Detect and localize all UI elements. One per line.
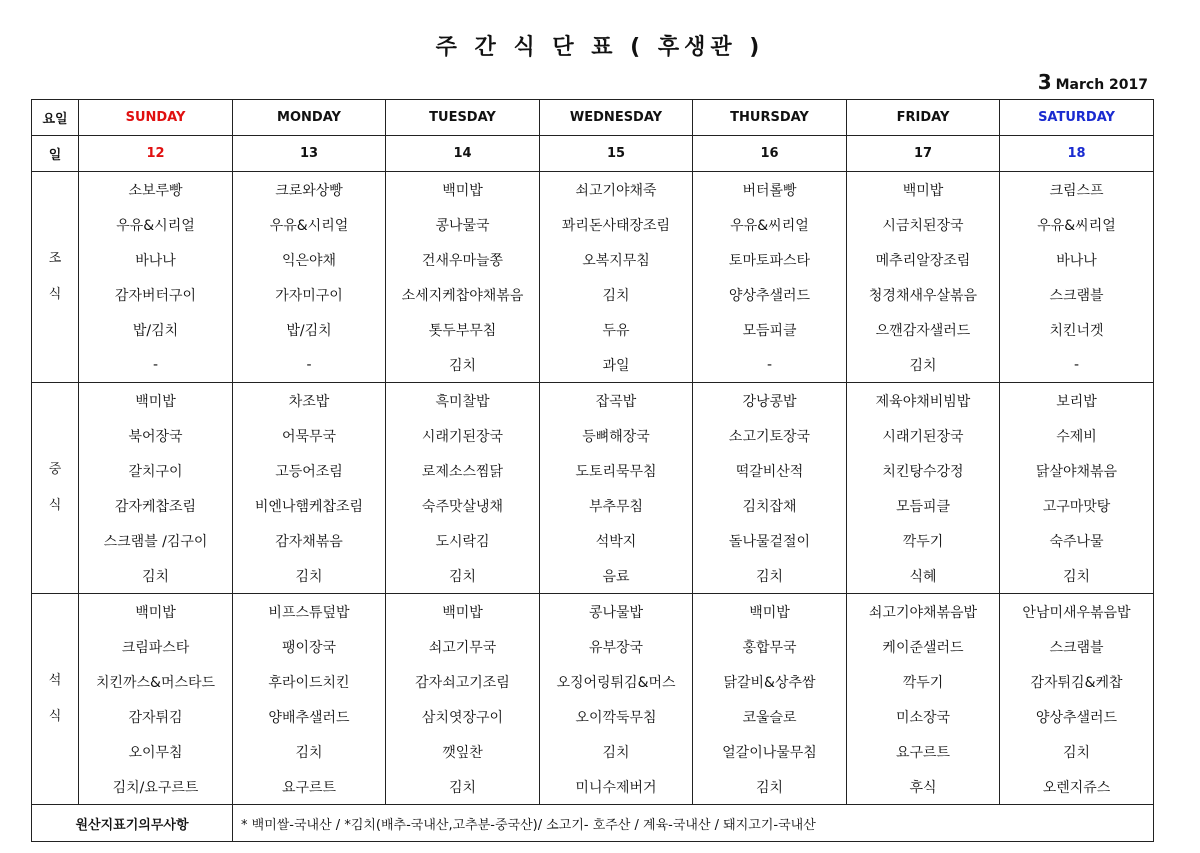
menu-item: 스크램블 bbox=[1000, 277, 1154, 312]
menu-item: 도시락김 bbox=[386, 523, 540, 558]
menu-item: 소보루빵 bbox=[79, 172, 233, 208]
menu-item: 닭살야채볶음 bbox=[1000, 453, 1154, 488]
menu-row bbox=[32, 347, 1154, 383]
menu-item: 백미밥 bbox=[693, 594, 847, 630]
date-row bbox=[32, 136, 1154, 172]
menu-item: 감자채볶음 bbox=[233, 523, 386, 558]
menu-item: 미니수제버거 bbox=[540, 769, 693, 805]
day-name-wednesday: WEDNESDAY bbox=[540, 100, 693, 136]
menu-item: 식혜 bbox=[847, 558, 1000, 594]
menu-item: 꽈리돈사태장조림 bbox=[540, 207, 693, 242]
menu-item: 백미밥 bbox=[386, 172, 540, 208]
meal-name-line2: 식 bbox=[48, 287, 62, 302]
menu-item: 코울슬로 bbox=[693, 699, 847, 734]
menu-item: 차조밥 bbox=[233, 383, 386, 419]
menu-item: 시래기된장국 bbox=[847, 418, 1000, 453]
menu-item: 어묵무국 bbox=[233, 418, 386, 453]
weekly-menu-table bbox=[31, 99, 1154, 842]
menu-item: 오복지무침 bbox=[540, 242, 693, 277]
menu-item: 과일 bbox=[540, 347, 693, 383]
menu-item: 미소장국 bbox=[847, 699, 1000, 734]
menu-item: 건새우마늘쫑 bbox=[386, 242, 540, 277]
menu-item: 고구마맛탕 bbox=[1000, 488, 1154, 523]
menu-item: 후식 bbox=[847, 769, 1000, 805]
menu-item: 톳두부무침 bbox=[386, 312, 540, 347]
menu-item: 닭갈비&상추쌈 bbox=[693, 664, 847, 699]
menu-item: 흑미찰밥 bbox=[386, 383, 540, 419]
menu-item: 스크램블 bbox=[1000, 629, 1154, 664]
menu-item: 양상추샐러드 bbox=[1000, 699, 1154, 734]
menu-item: 감자튀김 bbox=[79, 699, 233, 734]
meal-section bbox=[32, 594, 1154, 805]
date-label: 일 bbox=[32, 136, 79, 172]
menu-item: 감자버터구이 bbox=[79, 277, 233, 312]
menu-item: 김치 bbox=[1000, 734, 1154, 769]
menu-row bbox=[32, 242, 1154, 277]
menu-item: 메추리알장조림 bbox=[847, 242, 1000, 277]
meal-name bbox=[32, 172, 79, 383]
menu-item: 김치 bbox=[1000, 558, 1154, 594]
page-title: 주 간 식 단 표 ( 후생관 ) bbox=[435, 35, 765, 60]
menu-item: 음료 bbox=[540, 558, 693, 594]
menu-row bbox=[32, 769, 1154, 805]
menu-row bbox=[32, 383, 1154, 419]
date-thursday: 16 bbox=[693, 136, 847, 172]
menu-item: 우유&씨리얼 bbox=[1000, 207, 1154, 242]
menu-item: 얼갈이나물무침 bbox=[693, 734, 847, 769]
meal-section bbox=[32, 172, 1154, 383]
menu-item: 밥/김치 bbox=[79, 312, 233, 347]
menu-item: 익은야채 bbox=[233, 242, 386, 277]
meal-name-line1: 석 bbox=[48, 673, 62, 688]
menu-item: 돌나물겉절이 bbox=[693, 523, 847, 558]
menu-item: 석박지 bbox=[540, 523, 693, 558]
menu-item: 갈치구이 bbox=[79, 453, 233, 488]
menu-item: 김치 bbox=[386, 558, 540, 594]
day-name-sunday: SUNDAY bbox=[79, 100, 233, 136]
menu-item: 삼치엿장구이 bbox=[386, 699, 540, 734]
menu-item: 시래기된장국 bbox=[386, 418, 540, 453]
menu-item: 치킨너겟 bbox=[1000, 312, 1154, 347]
date-wednesday: 15 bbox=[540, 136, 693, 172]
menu-item: 잡곡밥 bbox=[540, 383, 693, 419]
menu-item: 수제비 bbox=[1000, 418, 1154, 453]
menu-row bbox=[32, 488, 1154, 523]
menu-item: 소세지케찹야채볶음 bbox=[386, 277, 540, 312]
menu-item: 오징어링튀김&머스 bbox=[540, 664, 693, 699]
menu-item: 요구르트 bbox=[233, 769, 386, 805]
menu-row bbox=[32, 558, 1154, 594]
menu-row bbox=[32, 172, 1154, 208]
menu-item: 유부장국 bbox=[540, 629, 693, 664]
menu-item: 오이무침 bbox=[79, 734, 233, 769]
menu-row bbox=[32, 207, 1154, 242]
origin-notice-row bbox=[32, 805, 1154, 842]
meal-name-line1: 중 bbox=[48, 462, 62, 477]
menu-item: 치킨탕수강정 bbox=[847, 453, 1000, 488]
menu-item: 강낭콩밥 bbox=[693, 383, 847, 419]
menu-item: 김치 bbox=[233, 558, 386, 594]
menu-item: 감자케찹조림 bbox=[79, 488, 233, 523]
meal-section bbox=[32, 383, 1154, 594]
menu-item: 크림파스타 bbox=[79, 629, 233, 664]
menu-item: 비엔나햄케찹조림 bbox=[233, 488, 386, 523]
menu-item: 오이깍둑무침 bbox=[540, 699, 693, 734]
menu-item: 케이준샐러드 bbox=[847, 629, 1000, 664]
menu-item: 백미밥 bbox=[79, 383, 233, 419]
date-month-year: March 2017 bbox=[1055, 77, 1148, 93]
menu-row bbox=[32, 664, 1154, 699]
menu-item: 보리밥 bbox=[1000, 383, 1154, 419]
menu-item: 바나나 bbox=[79, 242, 233, 277]
menu-item: 등뼈해장국 bbox=[540, 418, 693, 453]
menu-item: 요구르트 bbox=[847, 734, 1000, 769]
menu-item: 로제소스찜닭 bbox=[386, 453, 540, 488]
meal-name-line1: 조 bbox=[48, 251, 62, 266]
menu-item: 김치 bbox=[540, 734, 693, 769]
menu-item: 콩나물밥 bbox=[540, 594, 693, 630]
meal-name bbox=[32, 594, 79, 805]
menu-item: 토마토파스타 bbox=[693, 242, 847, 277]
menu-item: 쇠고기야채죽 bbox=[540, 172, 693, 208]
meal-name-line2: 식 bbox=[48, 498, 62, 513]
date-day: 3 bbox=[1037, 70, 1052, 94]
menu-item: 떡갈비산적 bbox=[693, 453, 847, 488]
menu-item: 쇠고기야채볶음밥 bbox=[847, 594, 1000, 630]
menu-item: 김치 bbox=[386, 347, 540, 383]
menu-item: 제육야채비빔밥 bbox=[847, 383, 1000, 419]
menu-item: 크로와상빵 bbox=[233, 172, 386, 208]
menu-row bbox=[32, 312, 1154, 347]
menu-item: 감자쇠고기조림 bbox=[386, 664, 540, 699]
menu-item: 김치 bbox=[540, 277, 693, 312]
day-name-friday: FRIDAY bbox=[847, 100, 1000, 136]
origin-notice bbox=[32, 805, 1154, 842]
menu-row bbox=[32, 734, 1154, 769]
day-name-saturday: SATURDAY bbox=[1000, 100, 1154, 136]
menu-row bbox=[32, 453, 1154, 488]
menu-item: 모듬피클 bbox=[693, 312, 847, 347]
menu-item: 모듬피클 bbox=[847, 488, 1000, 523]
day-of-week-row bbox=[32, 100, 1154, 136]
date-sunday: 12 bbox=[79, 136, 233, 172]
menu-row bbox=[32, 277, 1154, 312]
menu-item: 청경채새우살볶음 bbox=[847, 277, 1000, 312]
menu-item: 김치잡채 bbox=[693, 488, 847, 523]
table-header bbox=[32, 100, 1154, 172]
menu-item: 쇠고기무국 bbox=[386, 629, 540, 664]
menu-item: 밥/김치 bbox=[233, 312, 386, 347]
menu-row bbox=[32, 523, 1154, 558]
menu-item: 콩나물국 bbox=[386, 207, 540, 242]
menu-item: 우유&시리얼 bbox=[233, 207, 386, 242]
menu-item: 크림스프 bbox=[1000, 172, 1154, 208]
menu-item: 오렌지쥬스 bbox=[1000, 769, 1154, 805]
menu-item: 북어장국 bbox=[79, 418, 233, 453]
day-name-monday: MONDAY bbox=[233, 100, 386, 136]
menu-item: 스크램블 /김구이 bbox=[79, 523, 233, 558]
origin-notice-text: * 백미쌀-국내산 / *김치(배추-국내산,고추분-중국산)/ 소고기- 호주산 / 계육-국내산 / 돼지고기-국내산 bbox=[233, 805, 1154, 842]
menu-row bbox=[32, 699, 1154, 734]
menu-row bbox=[32, 418, 1154, 453]
menu-item: 백미밥 bbox=[847, 172, 1000, 208]
menu-item: 두유 bbox=[540, 312, 693, 347]
menu-item: 버터롤빵 bbox=[693, 172, 847, 208]
menu-item: 가자미구이 bbox=[233, 277, 386, 312]
menu-item: 김치 bbox=[386, 769, 540, 805]
menu-item: 도토리묵무침 bbox=[540, 453, 693, 488]
menu-item: 깍두기 bbox=[847, 664, 1000, 699]
menu-item: 홍합무국 bbox=[693, 629, 847, 664]
origin-notice-label: 원산지표기의무사항 bbox=[32, 805, 233, 842]
menu-item: - bbox=[1000, 347, 1154, 383]
menu-item: 감자튀김&케찹 bbox=[1000, 664, 1154, 699]
menu-item: 깍두기 bbox=[847, 523, 1000, 558]
day-name-thursday: THURSDAY bbox=[693, 100, 847, 136]
menu-item: 양배추샐러드 bbox=[233, 699, 386, 734]
menu-item: 숙주맛살냉채 bbox=[386, 488, 540, 523]
menu-item: 안남미새우볶음밥 bbox=[1000, 594, 1154, 630]
menu-item: 김치 bbox=[693, 769, 847, 805]
date-monday: 13 bbox=[233, 136, 386, 172]
menu-item: 부추무침 bbox=[540, 488, 693, 523]
menu-item: 깻잎찬 bbox=[386, 734, 540, 769]
meal-name-line2: 식 bbox=[48, 709, 62, 724]
menu-item: 김치 bbox=[233, 734, 386, 769]
menu-item: 우유&시리얼 bbox=[79, 207, 233, 242]
date-friday: 17 bbox=[847, 136, 1000, 172]
menu-date bbox=[1038, 70, 1148, 94]
meal-name bbox=[32, 383, 79, 594]
menu-item: 고등어조림 bbox=[233, 453, 386, 488]
menu-item: 팽이장국 bbox=[233, 629, 386, 664]
menu-row bbox=[32, 629, 1154, 664]
menu-item: 김치/요구르트 bbox=[79, 769, 233, 805]
menu-item: 시금치된장국 bbox=[847, 207, 1000, 242]
menu-item: 양상추샐러드 bbox=[693, 277, 847, 312]
menu-item: 치킨까스&머스타드 bbox=[79, 664, 233, 699]
menu-item: 으깬감자샐러드 bbox=[847, 312, 1000, 347]
menu-item: 후라이드치킨 bbox=[233, 664, 386, 699]
menu-item: 김치 bbox=[693, 558, 847, 594]
menu-item: 김치 bbox=[847, 347, 1000, 383]
day-name-tuesday: TUESDAY bbox=[386, 100, 540, 136]
menu-item: - bbox=[233, 347, 386, 383]
menu-item: 숙주나물 bbox=[1000, 523, 1154, 558]
menu-item: - bbox=[79, 347, 233, 383]
menu-item: 백미밥 bbox=[79, 594, 233, 630]
menu-item: 김치 bbox=[79, 558, 233, 594]
menu-item: 바나나 bbox=[1000, 242, 1154, 277]
menu-item: 백미밥 bbox=[386, 594, 540, 630]
day-of-week-label: 요일 bbox=[32, 100, 79, 136]
menu-row bbox=[32, 594, 1154, 630]
date-saturday: 18 bbox=[1000, 136, 1154, 172]
menu-item: 소고기토장국 bbox=[693, 418, 847, 453]
menu-item: 우유&씨리얼 bbox=[693, 207, 847, 242]
date-tuesday: 14 bbox=[386, 136, 540, 172]
menu-item: 비프스튜덮밥 bbox=[233, 594, 386, 630]
menu-item: - bbox=[693, 347, 847, 383]
